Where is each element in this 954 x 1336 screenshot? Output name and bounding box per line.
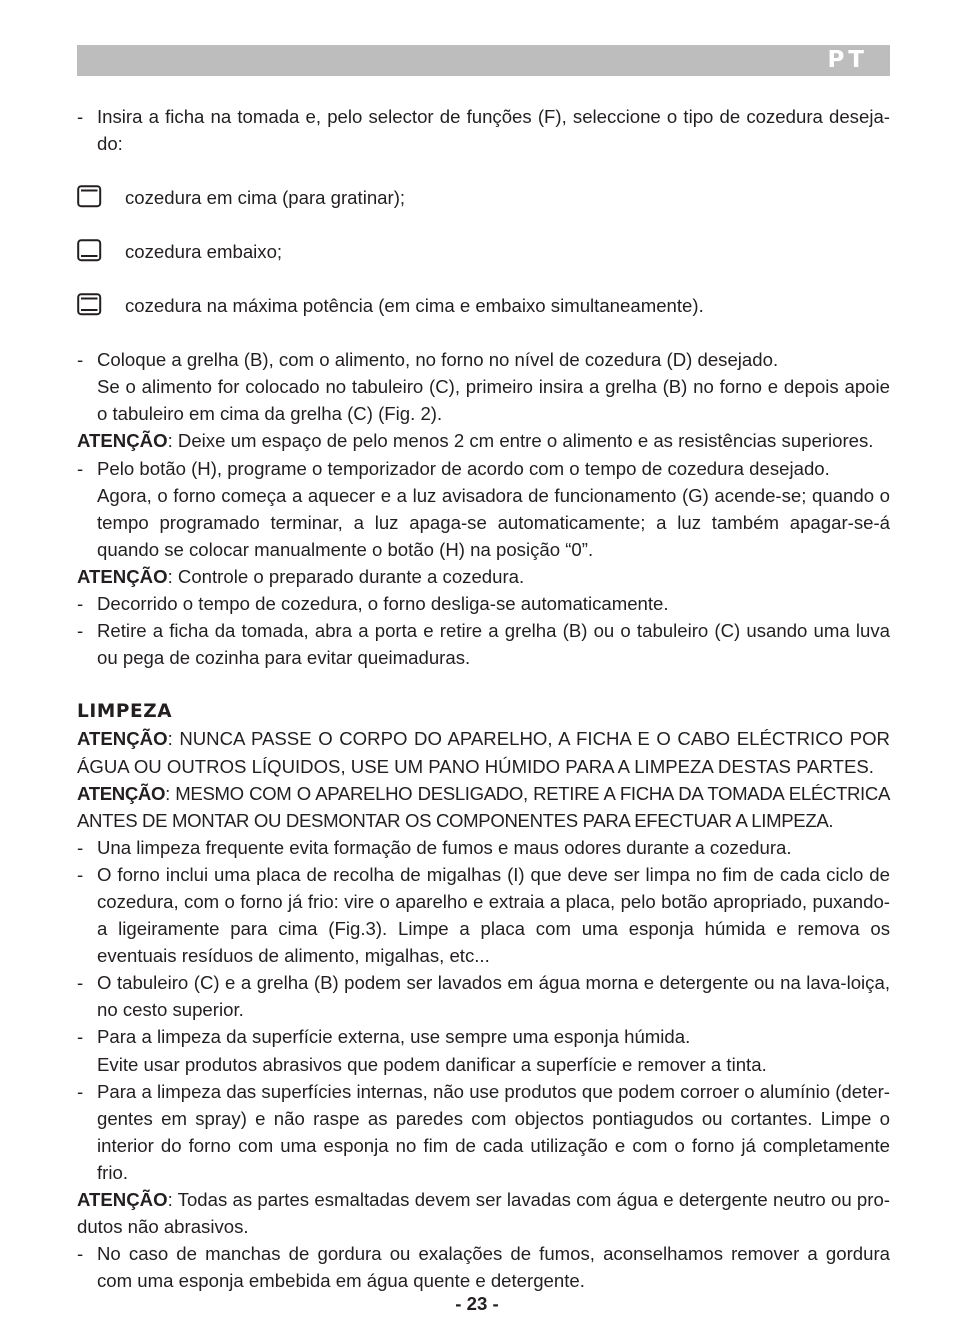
oven-top-bottom-heat-icon	[77, 292, 125, 319]
mode-label: cozedura em cima (para gratinar);	[125, 187, 406, 209]
list-item: - Coloque a grelha (B), com o alimento, no forno no nível de cozedura (D) desejado. Se o alimento for colocado no tabuleiro (C), primeiro insira a grelha (B) no forno e depois apoie o tabuleiro em cima da grelha (C) (Fig. 2).	[77, 346, 890, 427]
instruction-text: Se o alimento for colocado no tabuleiro (C), primeiro insira a grelha (B) no forno e depois apoie o tabuleiro em cima da grelha (C) (Fig. 2).	[97, 376, 890, 425]
language-code: PT	[827, 47, 868, 73]
instruction-text: No caso de manchas de gordura ou exalações de fumos, aconselhamos remover a gordura com uma esponja embebida em água quente e detergente.	[97, 1243, 890, 1292]
instruction-text: Coloque a grelha (B), com o alimento, no forno no nível de cozedura (D) desejado.	[97, 349, 779, 371]
warning-text: ATENÇÃO: Todas as partes esmaltadas devem ser lavadas com água e detergente neutro ou pro-dutos não abrasivos.	[77, 1189, 890, 1238]
instruction-text: Pelo botão (H), programe o temporizador de acordo com o tempo de cozedura desejado.	[97, 457, 830, 479]
warning-text: ATENÇÃO: Controle o preparado durante a cozedura.	[77, 565, 525, 587]
instruction-text: Insira a ficha na tomada e, pelo selector de funções (F), seleccione o tipo de cozedura deseja-do:	[97, 106, 890, 155]
list-item: - Decorrido o tempo de cozedura, o forno desliga-se automaticamente.	[77, 590, 890, 617]
instruction-text: Agora, o forno começa a aquecer e a luz avisadora de funcionamento (G) acende-se; quando o tempo programado terminar, a luz apaga-se automaticamente; a luz também apagar-se-á quando se colocar manualmente o botão (H) na posição “0”.	[97, 484, 890, 560]
list-item: - Retire a ficha da tomada, abra a porta e retire a grelha (B) ou o tabuleiro (C) usando uma luva ou pega de cozinha para evitar queimaduras.	[77, 617, 890, 671]
list-item: - Pelo botão (H), programe o temporizador de acordo com o tempo de cozedura desejado. Agora, o forno começa a aquecer e a luz avisadora de funcionamento (G) acende-se; quando o tempo programado terminar, a luz apaga-se automaticamente; a luz também apagar-se-á quando se colocar manualmente o botão (H) na posição “0”.	[77, 455, 890, 563]
list-item: - Una limpeza frequente evita formação de fumos e maus odores durante a cozedura.	[77, 834, 890, 861]
instruction-text: Retire a ficha da tomada, abra a porta e retire a grelha (B) ou o tabuleiro (C) usando uma luva ou pega de cozinha para evitar queimaduras.	[97, 620, 890, 669]
warning-text: ATENÇÃO: MESMO COM O APARELHO DESLIGADO, RETIRE A FICHA DA TOMADA ELÉCTRICA ANTES DE MONTAR OU DESMONTAR OS COMPONENTES PARA EFECTUAR A LIMPEZA.	[77, 782, 890, 831]
bullet-dash: -	[77, 106, 84, 127]
section-title: LIMPEZA	[77, 701, 173, 723]
instruction-text: Para a limpeza das superfícies internas, não use produtos que podem corroer o alumínio (deter-gentes em spray) e não raspe as paredes com objectos pontiagudos ou cortantes. Limpe o interior do forno com uma esponja no fim de cada utilização e com o forno já completamente frio.	[97, 1080, 890, 1183]
list-item: - Para a limpeza da superfície externa, use sempre uma esponja húmida. Evite usar produtos abrasivos que podem danificar a superfície e remover a tinta.	[77, 1023, 890, 1077]
warning-text: ATENÇÃO: Deixe um espaço de pelo menos 2 cm entre o alimento e as resistências superiores.	[77, 430, 874, 452]
list-item: - O tabuleiro (C) e a grelha (B) podem ser lavados em água morna e detergente ou na lava-loiça, no cesto superior.	[77, 969, 890, 1023]
warning-text: ATENÇÃO: NUNCA PASSE O CORPO DO APARELHO, A FICHA E O CABO ELÉCTRICO POR ÁGUA OU OUTROS LÍQUIDOS, USE UM PANO HÚMIDO PARA A LIMPEZA DESTAS PARTES.	[77, 728, 890, 777]
mode-label: cozedura embaixo;	[125, 241, 283, 263]
oven-top-heat-icon	[77, 184, 125, 211]
instruction-text: Evite usar produtos abrasivos que podem danificar a superfície e remover a tinta.	[97, 1053, 767, 1075]
instruction-text: Una limpeza frequente evita formação de fumos e maus odores durante a cozedura.	[97, 836, 792, 858]
mode-top-heat	[77, 184, 890, 211]
instruction-text: O forno inclui uma placa de recolha de migalhas (I) que deve ser limpa no fim de cada ciclo de cozedura, com o forno já frio: vire o aparelho e extraia a placa, pelo botão apropriado, puxando-a ligeiramente para cima (Fig.3). Limpe a placa com uma esponja húmida e remova os eventuais resíduos de alimento, migalhas, etc...	[97, 863, 890, 967]
list-item: - Para a limpeza das superfícies internas, não use produtos que podem corroer o alumínio (deter-gentes em spray) e não raspe as paredes com objectos pontiagudos ou cortantes. Limpe o interior do forno com uma esponja no fim de cada utilização e com o forno já completamente frio.	[77, 1078, 890, 1186]
mode-label: cozedura na máxima potência (em cima e embaixo simultaneamente).	[125, 295, 704, 317]
instruction-text: O tabuleiro (C) e a grelha (B) podem ser lavados em água morna e detergente ou na lava-loiça, no cesto superior.	[97, 972, 890, 1021]
instruction-text: Decorrido o tempo de cozedura, o forno desliga-se automaticamente.	[97, 593, 669, 615]
oven-bottom-heat-icon	[77, 238, 125, 265]
instruction-text: Para a limpeza da superfície externa, use sempre uma esponja húmida.	[97, 1026, 691, 1048]
list-item	[77, 103, 890, 157]
header-bar	[77, 45, 890, 76]
page-content	[77, 103, 890, 1294]
mode-bottom-heat	[77, 238, 890, 265]
list-item: - No caso de manchas de gordura ou exalações de fumos, aconselhamos remover a gordura com uma esponja embebida em água quente e detergente.	[77, 1240, 890, 1294]
mode-top-bottom-heat	[77, 292, 890, 319]
page-number: - 23 -	[455, 1293, 499, 1314]
list-item: - O forno inclui uma placa de recolha de migalhas (I) que deve ser limpa no fim de cada ciclo de cozedura, com o forno já frio: vire o aparelho e extraia a placa, pelo botão apropriado, puxando-a ligeiramente para cima (Fig.3). Limpe a placa com uma esponja húmida e remova os eventuais resíduos de alimento, migalhas, etc...	[77, 861, 890, 969]
